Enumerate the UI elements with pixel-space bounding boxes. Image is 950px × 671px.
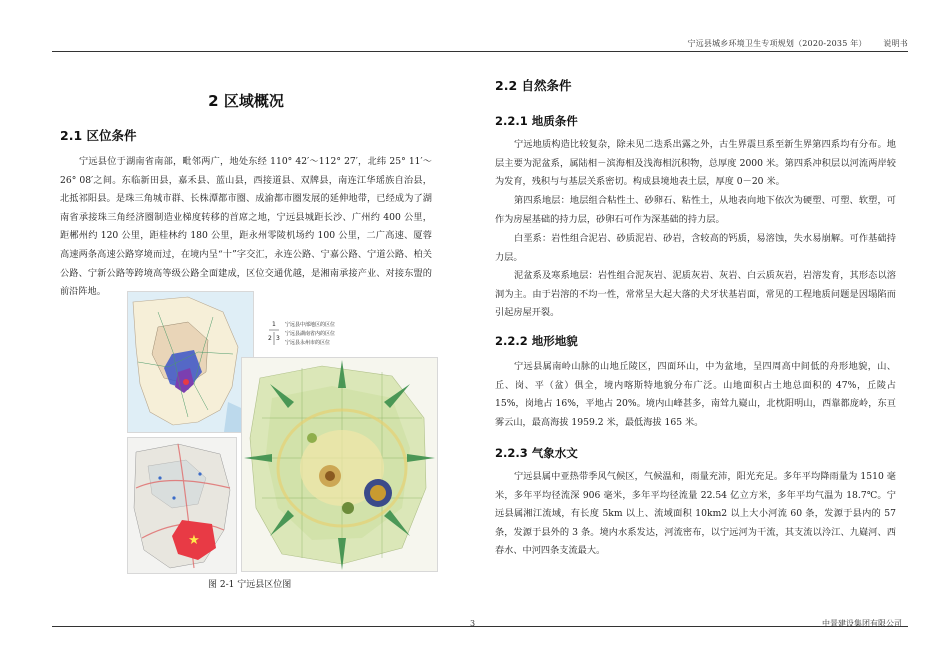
legend-number-3: 3	[276, 335, 280, 342]
document-title: 宁远县城乡环境卫生专项规划（2020-2035 年）	[687, 39, 867, 48]
document-type: 说明书	[883, 39, 908, 48]
geology-paragraph-1: 宁远地质构造比较复杂，除未见二迭系出露之外，古生界震旦系至新生界第四系均有分布。地层主要为泥盆系，属陆相－滨海相及浅海相沉积物，总厚度 2000 米。第四系冲积层以河流两岸较为发育，残积与与基层关系密切。构成县境地表土层，厚度 0－20 米。	[495, 139, 896, 188]
geology-paragraph-2: 第四系地层：地层组合粘性土、砂卵石、粘性土，从地表向地下依次为硬塑、可塑、软塑，可作为房屋基础的持力层，砂卵石可作为深基础的持力层。	[495, 195, 896, 225]
section-2-2-2-title: 2.2.2 地形地貌	[495, 334, 578, 348]
legend-item-3: 宁远县永州市的区位	[285, 340, 331, 346]
section-2-1-paragraph: 宁远县位于湖南省南部，毗邻两广，地处东经 110° 42′～112° 27′，北纬 25° 11′～26° 08′之间。东临新田县，嘉禾县、蓝山县，西接道县、双牌县，南连江华瑶族自治县，北抵祁阳县。是珠三角城市群、长株潭都市圈、成渝都市圈发展的延伸地带，已经成为了湖南省承接珠三角经济圈制造业梯度转移的首席之地，宁远县城距长沙、广州约 400 公里，距郴州约 120 公里，距桂林约 180 公里，距永州零陵机场约 100 公里，二广高速、厦蓉高速两条高速公路穿境而过，在境内呈“十”字交汇，永连公路、宁嘉公路、宁道公路、柏关公路、宁新公路等跨境高等级公路全面建成，区位交通优越，是湘南承接产业、对接东盟的前沿阵地。	[60, 156, 432, 298]
figure-legend	[267, 318, 367, 350]
company-name: 中景建设集团有限公司	[822, 619, 902, 628]
climate-paragraph: 宁远县属中亚热带季风气候区，气候温和，雨量充沛，阳光充足。多年平均降雨量为 1510 毫米，多年平均径流深 906 毫米，多年平均径流量 22.54 亿立方米，多年平均气温为 18.7℃。宁远县属湘江流域，有长度 5km 以上、流域面积 10km2 以上大小河流 60 条，发源于县内的 57 条，发源于县外的 3 条。境内水系发达，河流密布，以宁远河为干流，其支流以泠江、九嶷河、西春水、中河四条支流最大。	[495, 471, 896, 557]
legend-item-1: 宁远县中部地区的区位	[285, 322, 336, 328]
footer-rule	[52, 626, 908, 627]
geology-paragraph-4: 泥盆系及寒系地层：岩性组合泥灰岩、泥质灰岩、灰岩、白云质灰岩，岩溶发育，其形态以溶洞为主。由于岩溶的不均一性，常常呈大起大落的犬牙状基岩面，常见的工程地质问题是因塌陷而引起房屋开裂。	[495, 270, 896, 319]
regional-location-map	[127, 437, 237, 574]
left-column	[56, 0, 436, 671]
chapter-title: 2 区域概况	[208, 92, 284, 110]
page-number: 3	[470, 619, 476, 628]
section-2-1-title: 2.1 区位条件	[60, 128, 137, 143]
section-2-2-1-title: 2.2.1 地质条件	[495, 114, 578, 128]
county-location-map	[241, 357, 438, 572]
terrain-paragraph: 宁远县属南岭山脉的山地丘陵区，四面环山，中为盆地，呈四周高中间低的舟形地貌，山、丘、岗、平（盆）俱全，境内喀斯特地貌分布广泛。山地面积占土地总面积的 47%，丘陵占 15%，岗地占 16%，平地占 20%。境内山峰甚多，南耸九嶷山，北枕阳明山，西靠都庞岭，东亘雾云山，最高海拔 1959.2 米，最低海拔 165 米。	[495, 361, 896, 428]
svg-text:★: ★	[188, 533, 200, 548]
figure-caption: 图 2-1 宁远县区位图	[208, 580, 292, 590]
legend-number-1: 1	[272, 321, 276, 328]
section-2-2-3-title: 2.2.3 气象水文	[495, 446, 578, 460]
china-location-map	[127, 291, 254, 433]
right-column	[491, 0, 897, 671]
section-2-2-title: 2.2 自然条件	[495, 78, 572, 93]
legend-item-2: 宁远县湖南省内的区位	[285, 331, 336, 337]
legend-number-2: 2	[268, 335, 272, 342]
geology-paragraph-3: 白垩系：岩性组合泥岩、砂质泥岩、砂岩，含较高的钙质，易溶蚀，失水易崩解。可作基础持力层。	[495, 233, 896, 263]
